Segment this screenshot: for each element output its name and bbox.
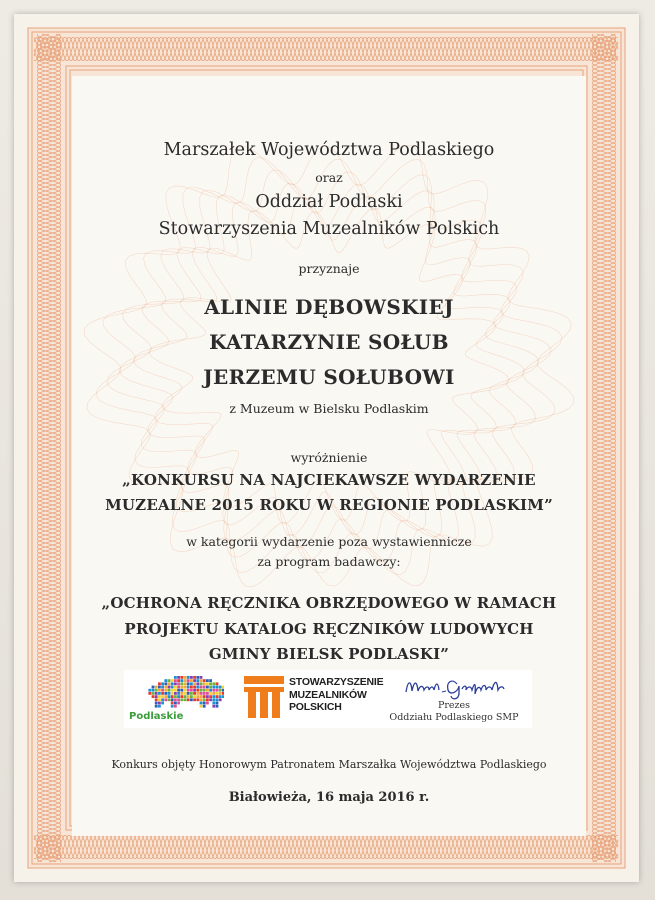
patronage-note: Konkurs objęty Honorowym Patronatem Marszałka Województwa Podlaskiego	[111, 758, 547, 771]
distinction-label: wyróżnienie	[290, 450, 368, 465]
recipient-name: ALINIE DĘBOWSKIEJ	[204, 295, 454, 319]
issuer-conjunction: oraz	[315, 170, 343, 185]
signature-role-line: Prezes	[437, 700, 471, 711]
recipient-affiliation: z Muzeum w Bielsku Podlaskim	[229, 401, 429, 416]
competition-title-line-2: MUZEALNE 2015 ROKU W REGIONIE PODLASKIM”	[105, 496, 553, 514]
smp-museum-icon	[244, 676, 284, 718]
program-title-line-1: „OCHRONA RĘCZNIKA OBRZĘDOWEGO W RAMACH	[101, 594, 557, 612]
smp-logo-text-line: STOWARZYSZENIE	[289, 676, 384, 688]
logo-strip	[124, 670, 532, 728]
podlaskie-logo-label: Podlaskie	[129, 711, 184, 722]
place-and-date: Białowieża, 16 maja 2016 r.	[228, 790, 430, 805]
signature-role	[376, 700, 532, 724]
handwritten-signature	[402, 672, 532, 700]
signature-role-line: Oddziału Podlaskiego SMP	[389, 712, 519, 723]
recipient-name: KATARZYNIE SOŁUB	[209, 330, 449, 354]
smp-logo-text-line: MUZEALNIKÓW	[289, 688, 367, 701]
program-title-line-2: PROJEKTU KATALOG RĘCZNIKÓW LUDOWYCH	[124, 620, 534, 638]
issuer-line-1: Marszałek Województwa Podlaskiego	[163, 140, 495, 160]
recipient-name: JERZEMU SOŁUBOWI	[203, 365, 455, 389]
awards-verb: przyznaje	[298, 261, 360, 276]
competition-title-line-1: „KONKURSU NA NAJCIEKAWSZE WYDARZENIE	[122, 471, 536, 489]
smp-logo-text-line: POLSKICH	[289, 701, 342, 713]
issuer-line-2: Oddział Podlaski	[255, 192, 403, 212]
issuer-line-3: Stowarzyszenia Muzealników Polskich	[158, 219, 500, 239]
program-intro: za program badawczy:	[257, 554, 401, 569]
smp-logo-text	[289, 676, 383, 714]
program-title-line-3: GMINY BIELSK PODLASKI”	[208, 645, 450, 663]
category-text: w kategorii wydarzenie poza wystawiennicze	[186, 534, 472, 549]
